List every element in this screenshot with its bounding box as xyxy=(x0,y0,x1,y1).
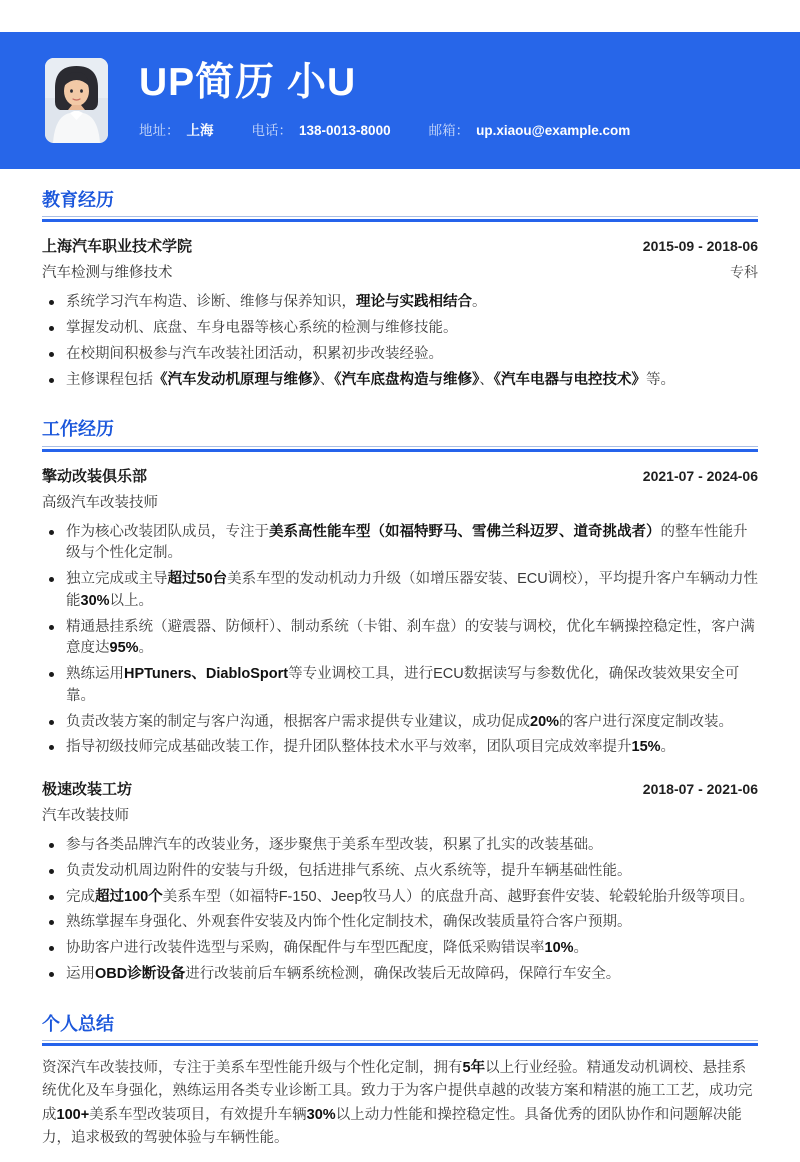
contact-row xyxy=(139,119,668,139)
entry-subheader xyxy=(42,261,758,282)
bullet-item: 主修课程包括《汽车发动机原理与维修》、《汽车底盘构造与维修》、《汽车电器与电控技术》等。 xyxy=(42,370,758,392)
section-title-work: 工作经历 xyxy=(42,419,114,440)
section-title-education: 教育经历 xyxy=(42,190,114,210)
job-title: 高级汽车改装技师 xyxy=(42,494,158,511)
divider-thin xyxy=(42,1040,758,1041)
divider-thick xyxy=(42,1043,758,1046)
bullet-item: 参与各类品牌汽车的改装业务，逐步聚焦于美系车型改装，积累了扎实的改装基础。 xyxy=(42,835,758,857)
bullet-item: 作为核心改装团队成员，专注于美系高性能车型（如福特野马、雪佛兰科迈罗、道奇挑战者）的整车性能升级与个性化定制。 xyxy=(42,522,758,566)
bullet-item: 熟练运用HPTuners、DiabloSport等专业调校工具，进行ECU数据读写与参数优化，确保改装效果安全可靠。 xyxy=(42,664,758,708)
company-name: 擎动改装俱乐部 xyxy=(42,467,148,485)
bullet-item: 系统学习汽车构造、诊断、维修与保养知识，理论与实践相结合。 xyxy=(42,292,758,314)
profile-photo-image xyxy=(45,58,108,143)
bullet-item: 熟练掌握车身强化、外观套件安装及内饰个性化定制技术，确保改装质量符合客户预期。 xyxy=(42,912,758,934)
bullet-item: 在校期间积极参与汽车改装社团活动，积累初步改装经验。 xyxy=(42,344,758,366)
phone-value: 138-0013-8000 xyxy=(299,122,391,138)
bullet-item: 独立完成或主导超过50台美系车型的发动机动力升级（如增压器安装、ECU调校），平均提升客户车辆动力性能30%以上。 xyxy=(42,569,758,613)
major-name: 汽车检测与维修技术 xyxy=(42,265,173,282)
summary-paragraph: 资深汽车改装技师，专注于美系车型性能升级与个性化定制，拥有5年以上行业经验。精通发动机调校、悬挂系统优化及车身强化，熟练运用各类专业诊断工具。致力于为客户提供卓越的改装方案和精湛的施工工艺，成功完成100+美系车型改装项目，有效提升车辆30%以上动力性能和操控稳定性。具备优秀的团队协作和问题解决能力，追求极致的驾驶体验与车辆性能。 xyxy=(42,1059,753,1147)
company-name: 极速改装工坊 xyxy=(42,781,133,799)
bullet-item: 完成超过100个美系车型（如福特F-150、Jeep牧马人）的底盘升高、越野套件安装、轮毂轮胎升级等项目。 xyxy=(42,887,758,909)
section-education xyxy=(42,188,758,391)
address-label: 地址： xyxy=(139,122,180,138)
work-dates: 2018-07 - 2021-06 xyxy=(642,781,758,798)
resume-page xyxy=(0,32,800,1162)
bullet-item: 负责改装方案的制定与客户沟通，根据客户需求提供专业建议，成功促成20%的客户进行深度定制改装。 xyxy=(42,712,758,734)
divider-thin xyxy=(42,446,758,447)
bullet-item: 精通悬挂系统（避震器、防倾杆）、制动系统（卡钳、刹车盘）的安装与调校，优化车辆操控稳定性，客户满意度达95%。 xyxy=(42,617,758,661)
contact-email xyxy=(429,119,631,139)
entry-subheader xyxy=(42,491,758,512)
entry-header xyxy=(42,235,758,256)
phone-label: 电话： xyxy=(251,122,292,138)
education-entry xyxy=(42,235,758,391)
contact-address xyxy=(139,119,214,139)
work-bullet-list xyxy=(42,835,758,986)
email-value: up.xiaou@example.com xyxy=(476,122,631,138)
work-entry-1 xyxy=(42,465,758,760)
education-bullet-list xyxy=(42,292,758,391)
bullet-item: 协助客户进行改装件选型与采购，确保配件与车型匹配度，降低采购错误率10%。 xyxy=(42,938,758,960)
section-title-summary: 个人总结 xyxy=(42,1013,114,1034)
bullet-item: 指导初级技师完成基础改装工作，提升团队整体技术水平与效率，团队项目完成效率提升15%。 xyxy=(42,737,758,759)
education-dates: 2015-09 - 2018-06 xyxy=(642,238,758,255)
address-value: 上海 xyxy=(186,122,214,138)
entry-header xyxy=(42,465,758,486)
divider-thin xyxy=(42,216,758,217)
bullet-item: 掌握发动机、底盘、车身电器等核心系统的检测与维修技能。 xyxy=(42,318,758,340)
resume-header xyxy=(0,32,800,169)
candidate-name: UP简历 小U xyxy=(139,61,357,105)
work-entry-2 xyxy=(42,778,758,986)
header-text-block xyxy=(139,62,668,139)
entry-subheader xyxy=(42,804,758,825)
divider-thick xyxy=(42,219,758,222)
section-work xyxy=(42,417,758,985)
work-dates: 2021-07 - 2024-06 xyxy=(642,467,758,484)
work-bullet-list xyxy=(42,522,758,760)
resume-content xyxy=(0,188,800,1151)
entry-header xyxy=(42,778,758,799)
profile-photo xyxy=(45,58,108,143)
contact-phone xyxy=(252,119,391,139)
job-title: 汽车改装技师 xyxy=(42,808,129,825)
bullet-item: 运用OBD诊断设备进行改装前后车辆系统检测，确保改装后无故障码，保障行车安全。 xyxy=(42,964,758,986)
degree-level: 专科 xyxy=(730,264,758,281)
divider-thick xyxy=(42,449,758,452)
school-name: 上海汽车职业技术学院 xyxy=(42,238,193,256)
email-label: 邮箱： xyxy=(428,122,470,138)
bullet-item: 负责发动机周边附件的安装与升级，包括进排气系统、点火系统等，提升车辆基础性能。 xyxy=(42,861,758,883)
